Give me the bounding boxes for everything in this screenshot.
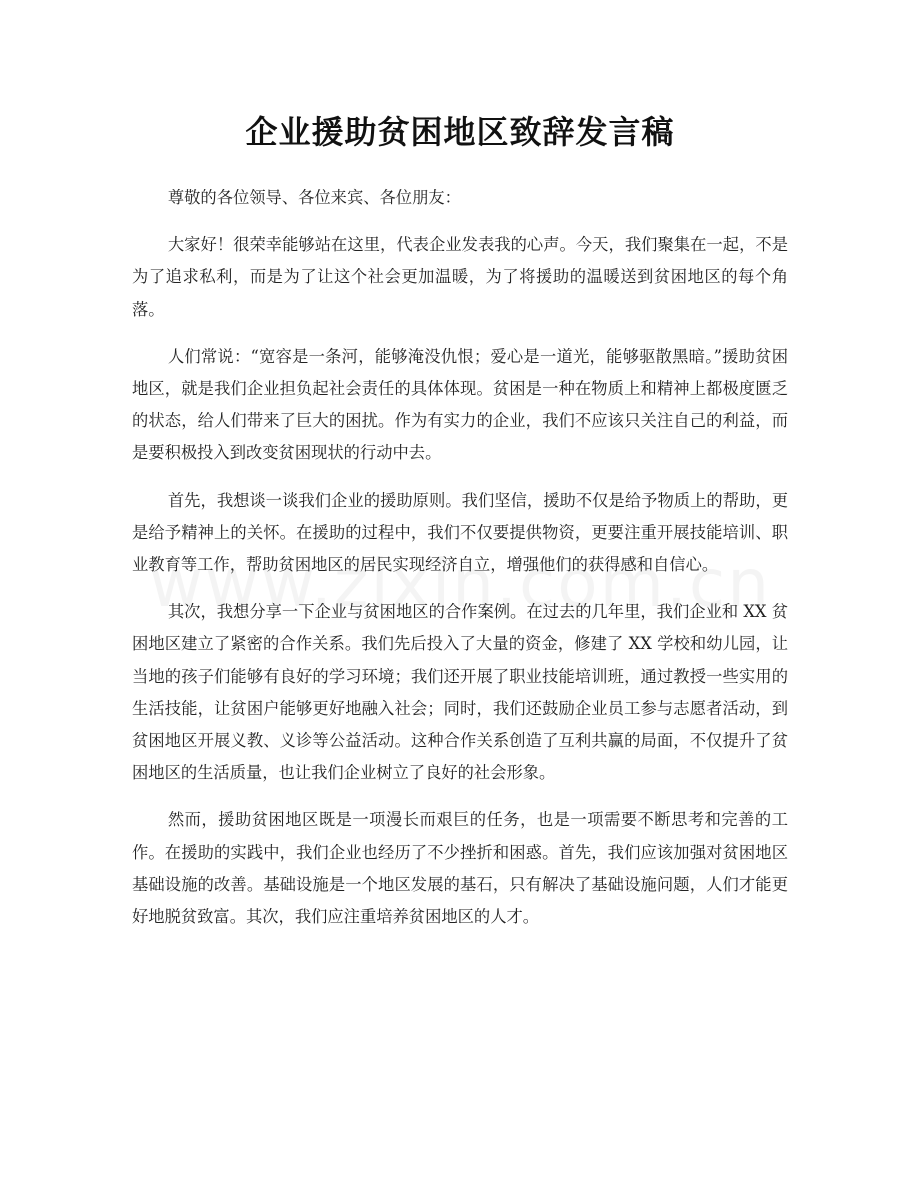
salutation-paragraph: 尊敬的各位领导、各位来宾、各位朋友：	[167, 188, 461, 207]
quote-paragraph: 人们常说：“宽容是一条河，能够淹没仇恨；爱心是一道光，能够驱散黑暗。”援助贫困地区，就是我们企业担负起社会责任的具体体现。贫困是一种在物质上和精神上都极度匮乏的状态，给人们带来了巨大的困扰。作为有实力的企业，我们不应该只关注自己的利益，而是要积极投入到改变贫困现状的行动中去。	[132, 346, 788, 463]
document-body	[132, 182, 788, 948]
opening-paragraph: 大家好！很荣幸能够站在这里，代表企业发表我的心声。今天，我们聚集在一起，不是为了追求私利，而是为了让这个社会更加温暖，为了将援助的温暖送到贫困地区的每个角落。	[132, 235, 788, 319]
cooperation-paragraph: 其次，我想分享一下企业与贫困地区的合作案例。在过去的几年里，我们企业和 XX 贫困地区建立了紧密的合作关系。我们先后投入了大量的资金，修建了 XX 学校和幼儿园，让当地的孩子们能够有良好的学习环境；我们还开展了职业技能培训班，通过教授一些实用的生活技能，让贫困户能够更好地融入社会；同时，我们还鼓励企业员工参与志愿者活动，到贫困地区开展义教、义诊等公益活动。这种合作关系创造了互利共赢的局面，不仅提升了贫困地区的生活质量，也让我们企业树立了良好的社会形象。	[132, 602, 788, 783]
principles-paragraph: 首先，我想谈一谈我们企业的援助原则。我们坚信，援助不仅是给予物质上的帮助，更是给予精神上的关怀。在援助的过程中，我们不仅要提供物资，更要注重开展技能培训、职业教育等工作，帮助贫困地区的居民实现经济自立，增强他们的获得感和自信心。	[132, 490, 788, 575]
challenges-paragraph: 然而，援助贫困地区既是一项漫长而艰巨的任务，也是一项需要不断思考和完善的工作。在援助的实践中，我们企业也经历了不少挫折和困惑。首先，我们应该加强对贫困地区基础设施的改善。基础设施是一个地区发展的基石，只有解决了基础设施问题，人们才能更好地脱贫致富。其次，我们应注重培养贫困地区的人才。	[132, 810, 788, 927]
document-title: 企业援助贫困地区致辞发言稿	[245, 113, 675, 151]
